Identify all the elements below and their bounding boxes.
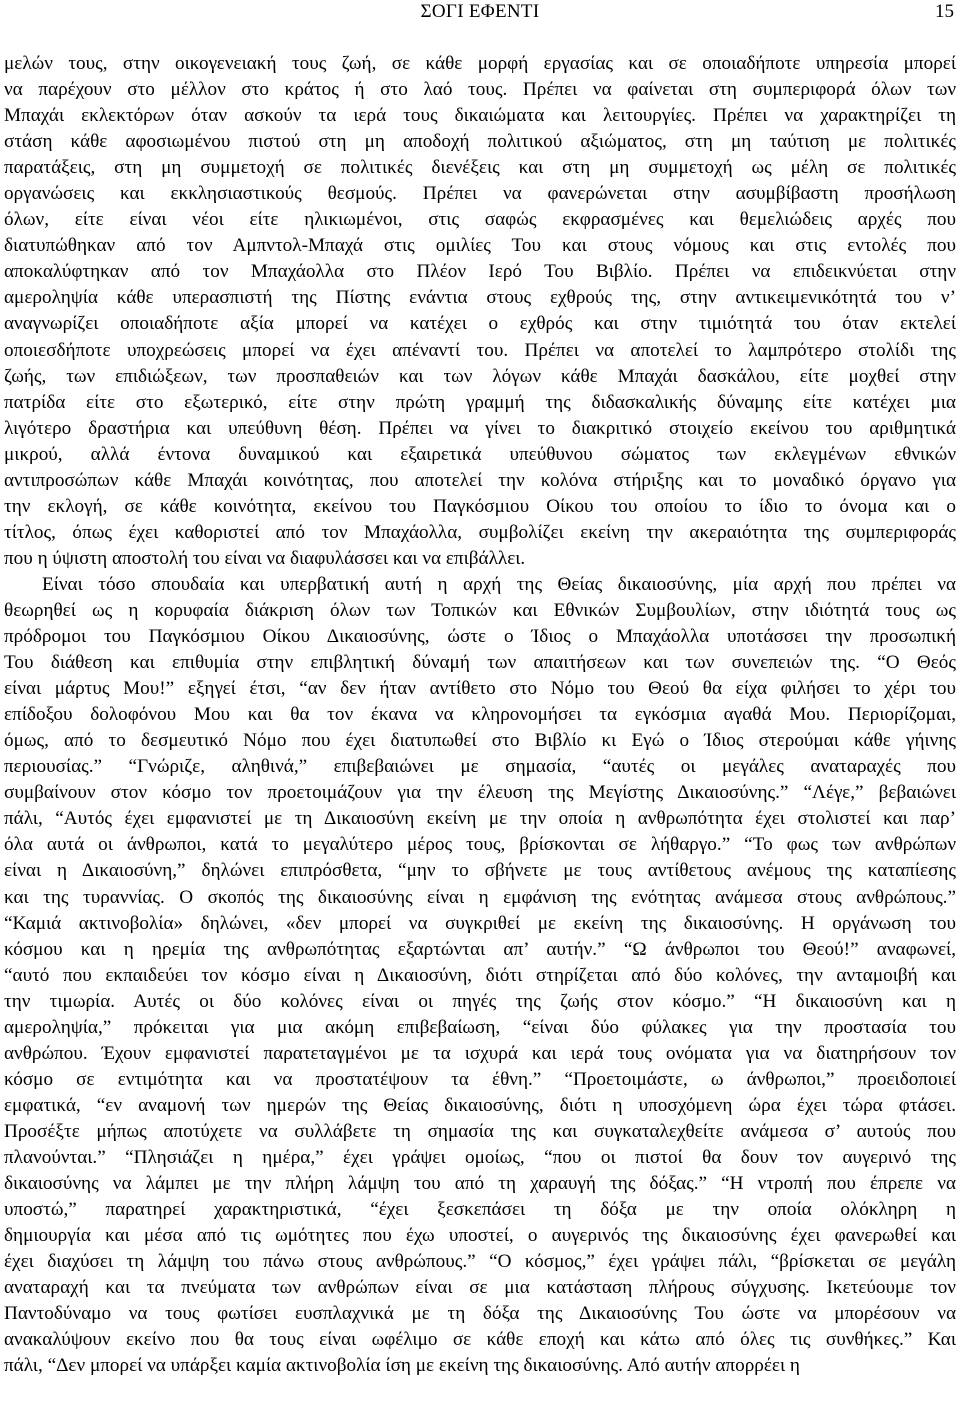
text-line: Του διάθεση και επιθυμία στην επιβλητική δύναμή των απαιτήσεων και των συνεπειών της. “Ο Θεός: [4, 652, 956, 674]
text-line: να παρέχουν στο μέλλον στο κράτος ή στο λαό τους. Πρέπει να φαίνεται στη συμπεριφορά όλων των: [4, 79, 956, 101]
text-line: Προσέξτε μήπως αποτύχετε να συλλάβετε τη σημασία της και συγκαταλεχθείτε ανάμεσα σ’ αυτούς που: [4, 1120, 956, 1142]
text-line: περιουσίας.” “Γνώριζε, αληθινά,” επιβεβαιώνει με σημασία, “αυτές οι μεγάλες αναταραχές που: [4, 756, 956, 778]
text-line: αναγνωρίζει οποιαδήποτε αξία μπορεί να κατέχει ο εχθρός και στην τιμιότητά του όταν εκτελεί: [4, 313, 956, 335]
header-title: ΣΟΓΙ ΕΦΕΝΤΙ: [420, 1, 540, 22]
running-header: [4, 0, 956, 24]
text-line: είναι η Δικαιοσύνη,” δηλώνει επιπρόσθετα, “μην το σβήνετε με τους αντίθετους ανέμους της καταπίεσης: [4, 860, 956, 882]
text-line: πρόδρομοι του Παγκόσμιου Οίκου Δικαιοσύνης, ώστε ο Ίδιος ο Μπαχάολλα υποτάσσει την προσωπική: [4, 626, 956, 648]
text-line: Μπαχάι εκλεκτόρων όταν ασκούν τα ιερά τους δικαιώματα και λειτουργίες. Πρέπει να χαρακτηρίζει τη: [4, 105, 956, 127]
text-line: ζωής, των επιδιώξεων, των προσπαθειών και των λόγων κάθε Μπαχάι δασκάλου, είτε μοχθεί στην: [4, 365, 956, 387]
text-line: αντιπροσώπων κάθε Μπαχάι κοινότητας, που αποτελεί την κολόνα στήριξης και το μοναδικό όργανο για: [4, 469, 956, 491]
text-line: στάση κάθε αφοσιωμένου πιστού στη μη αποδοχή πολιτικού αξιώματος, στη μη ταύτιση με πολιτικές: [4, 131, 956, 153]
text-line: δημιουργία και μέσα από τις ωμότητες που έχω υποστεί, ο αυγερινός της δικαιοσύνης έχει φανερωθεί και: [4, 1225, 956, 1247]
text-line: όλα αυτά οι άνθρωποι, κατά το μεγαλύτερο μέρος τους, βρίσκονται σε λήθαργο.” “Το φως των ανθρώπων: [4, 834, 956, 856]
text-line: πάλι, “Δεν μπορεί να υπάρξει καμία ακτινοβολία ίση με εκείνη της δικαιοσύνης. Από αυτήν απορρέει η: [4, 1355, 800, 1377]
text-line: την εκλογή, σε κάθε κοινότητα, εκείνου του Παγκόσμιου Οίκου του οποίου το ίδιο το όνομα και ο: [4, 495, 956, 517]
text-line: διατυπώθηκαν από τον Αμπντολ-Μπαχά στις ομιλίες Του και στους νόμους και στις εντολές που: [4, 235, 956, 257]
text-line: πλανούνται.” “Πλησιάζει η ημέρα,” έχει γράψει ομοίως, “που οι πιστοί θα δουν τον αυγερινό της: [4, 1146, 956, 1168]
text-line: που η ύψιστη αποστολή του είναι να διαφυλάσσει και να επιβάλλει.: [4, 547, 526, 569]
text-line: συμβαίνουν στον κόσμο τον προετοιμάζουν για την έλευση της Μεγίστης Δικαιοσύνης.” “Λέγε,” βεβαιώνει: [4, 782, 956, 804]
paragraph-2: [4, 572, 956, 1379]
page-number: 15: [935, 1, 954, 22]
text-line: οργανώσεις και εκκλησιαστικούς θεσμούς. Πρέπει να φανερώνεται στην ασυμβίβαστη προσήλωση: [4, 183, 956, 205]
text-line: Είναι τόσο σπουδαία και υπερβατική αυτή η αρχή της Θείας δικαιοσύνης, μία αρχή που πρέπει να: [42, 573, 956, 595]
text-line: έχει διαχύσει τη λάμψη του πάνω στους ανθρώπους.” “Ο κόσμος,” έχει γράψει πάλι, “βρίσκεται σε μεγάλη: [4, 1251, 956, 1273]
text-line: παρατάξεις, στη μη συμμετοχή σε πολιτικές διενέξεις και στη μη συμμετοχή ως μέλη σε πολιτικές: [4, 157, 956, 179]
text-line: αποκαλύφτηκαν από τον Μπαχάολλα στο Πλέον Ιερό Του Βιβλίο. Πρέπει να επιδεικνύεται στην: [4, 261, 956, 283]
text-line: όλων, είτε είναι νέοι είτε ηλικιωμένοι, στις σαφώς εκφρασμένες και θεμελιώδεις αρχές που: [4, 209, 956, 231]
text-line: όμως, από το δεσμευτικό Νόμο που έχει διατυπωθεί στο Βιβλίο κι Εγώ ο Ίδιος στερούμαι κάθε γήινης: [4, 730, 956, 752]
text-line: μελών τους, στην οικογενειακή τους ζωή, σε κάθε μορφή εργασίας και σε οποιαδήποτε υπηρεσία μπορεί: [4, 53, 956, 74]
text-line: κόσμο σε εντιμότητα και να προστατέψουν τα έθνη.” “Προετοιμάστε, ω άνθρωποι,” προειδοποιεί: [4, 1068, 956, 1090]
text-line: και της τυραννίας. Ο σκοπός της δικαιοσύνης είναι η εμφάνιση της ενότητας ανάμεσα στους ανθρώπους.”: [4, 886, 956, 908]
paragraph-1: [4, 51, 956, 572]
text-line: πάλι, “Αυτός έχει εμφανιστεί με τη Δικαιοσύνη εκείνη με την οποία η ανθρωπότητα έχει στολιστεί και παρ’: [4, 808, 956, 830]
text-line: λιγότερο δραστήρια και υπεύθυνη θέση. Πρέπει να γίνει το διακριτικό στοιχείο εκείνου του αριθμητικά: [4, 417, 956, 439]
text-line: είναι μάρτυς Μου!” εξηγεί έτσι, “αν δεν ήταν αντίθετο στο Νόμο του Θεού θα είχα φιλήσει το χέρι του: [4, 678, 956, 700]
text-line: Παντοδύναμο να τους φωτίσει ευσπλαχνικά με τη δόξα της Δικαιοσύνης Του ώστε να μπορέσουν να: [4, 1303, 956, 1325]
text-line: τίτλος, όπως έχει καθοριστεί από τον Μπαχάολλα, συμβολίζει εκείνη την ακεραιότητα της συμπεριφοράς: [4, 521, 956, 543]
text-line: “αυτό που εκπαιδεύει τον κόσμο είναι η Δικαιοσύνη, διότι στηρίζεται από δύο κολόνες, την ανταμοιβή και: [4, 964, 956, 986]
text-line: αμεροληψία κάθε υπερασπιστή της Πίστης ενάντια στους εχθρούς της, στην αντικειμενικότητά του ν’: [4, 287, 956, 309]
text-line: κόσμου και η ηρεμία της ανθρωπότητας εξαρτώνται απ’ αυτήν.” “Ω άνθρωποι του Θεού!” αναφωνεί,: [4, 938, 956, 960]
text-line: ανακαλύψουν εκείνο που θα τους είναι ωφέλιμο σε κάθε εποχή και κάτω από όλες τις συνθήκες.” Και: [4, 1329, 956, 1351]
text-line: μικρού, αλλά έντονα δυναμικού και εξαιρετικά υπεύθυνου σώματος των εκλεγμένων εθνικών: [4, 443, 956, 465]
text-line: αμεροληψία,” πρόκειται για μια ακόμη επιβεβαίωση, “είναι δύο φύλακες για την προστασία του: [4, 1016, 956, 1038]
text-line: την τιμωρία. Αυτές οι δύο κολόνες είναι οι πηγές της ζωής στον κόσμο.” “Η δικαιοσύνη και η: [4, 990, 956, 1012]
text-line: “Καμιά ακτινοβολία» δηλώνει, «δεν μπορεί να συγκριθεί με εκείνη της δικαιοσύνης. Η οργάνωση του: [4, 912, 956, 934]
text-line: θεωρηθεί ως η κορυφαία διάκριση όλων των Τοπικών και Εθνικών Συμβουλίων, στην ιδιότητά τους ως: [4, 599, 956, 621]
text-line: πατρίδα είτε στο εξωτερικό, είτε στην πρώτη γραμμή της διδασκαλικής δύναμης είτε κατέχει μια: [4, 391, 956, 413]
text-line: επίδοξου δολοφόνου Μου και θα τον έκανα να κληρονομήσει τα εγκόσμια αγαθά Μου. Περιορίζομαι,: [4, 704, 956, 726]
text-line: ανθρώπου. Έχουν εμφανιστεί παρατεταγμένοι με τα ισχυρά και ιερά τους ονόματα για να διατηρήσουν τον: [4, 1042, 956, 1064]
text-line: δικαιοσύνης να λάμπει με την πλήρη λάμψη του από τη χαραυγή της δόξας.” “Η ντροπή που έπρεπε να: [4, 1173, 956, 1195]
text-line: αναταραχή και τα πνεύματα των ανθρώπων είναι σε μια κατάσταση πλήρους σύγχυσης. Ικετεύουμε τον: [4, 1277, 956, 1299]
text-line: υποστώ,” παρατηρεί χαρακτηριστικά, “έχει ξεσκεπάσει τη δόξα με την οποία ολόκληρη η: [4, 1199, 956, 1221]
text-line: οποιεσδήποτε υποχρεώσεις μπορεί να έχει απέναντί του. Πρέπει να αποτελεί το λαμπρότερο στολίδι της: [4, 339, 956, 361]
body-text: [4, 51, 956, 1379]
text-line: εμφατικά, “εν αναμονή των ημερών της Θείας δικαιοσύνης, διότι η υποσχόμενη ώρα έχει τώρα φτάσει.: [4, 1094, 956, 1116]
